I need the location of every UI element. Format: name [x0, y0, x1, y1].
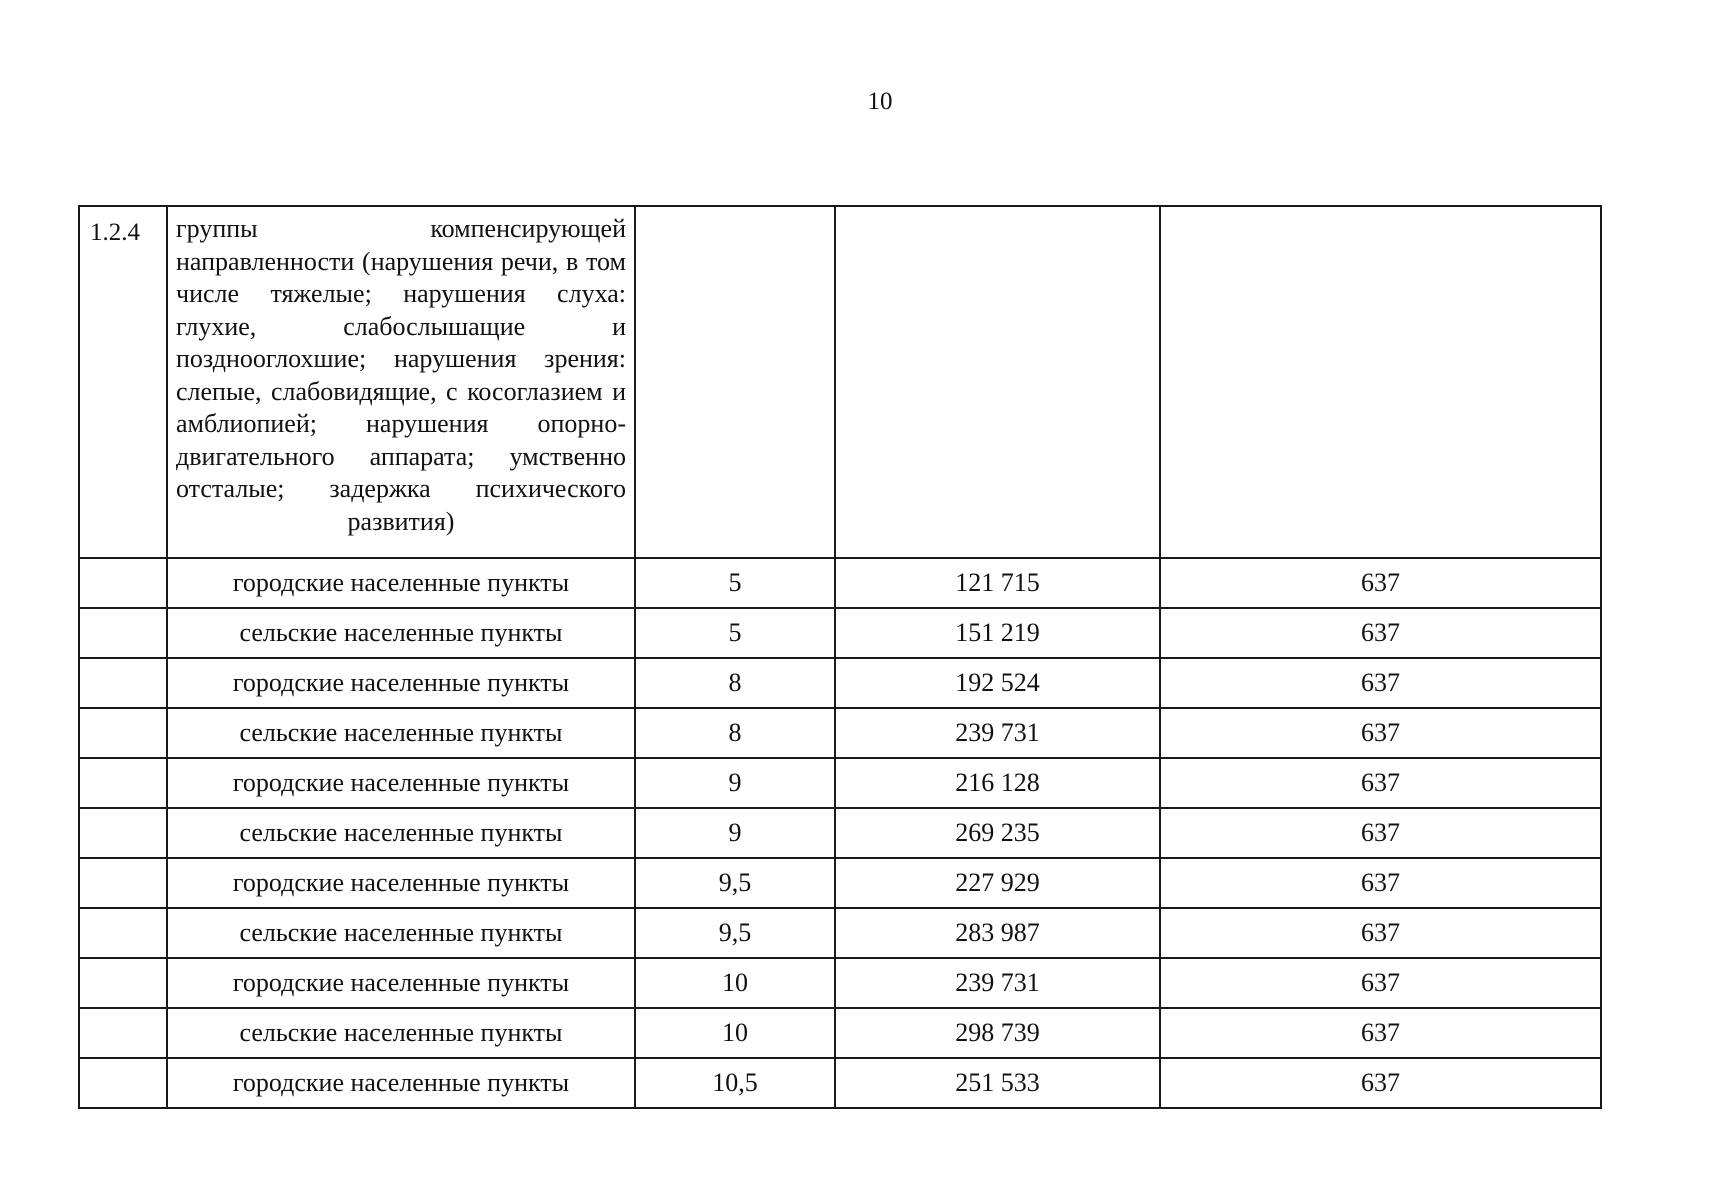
row-amount: 283 987	[835, 908, 1160, 958]
table-row	[79, 758, 1601, 808]
row-hours: 10	[635, 1008, 835, 1058]
row-code	[79, 908, 167, 958]
row-code	[79, 558, 167, 608]
row-code	[79, 658, 167, 708]
row-code	[79, 1058, 167, 1108]
row-name: сельские населенные пункты	[167, 708, 635, 758]
row-value: 637	[1160, 908, 1601, 958]
row-value: 637	[1160, 758, 1601, 808]
row-value: 637	[1160, 658, 1601, 708]
row-name: городские населенные пункты	[167, 658, 635, 708]
row-hours: 5	[635, 558, 835, 608]
row-hours: 9	[635, 758, 835, 808]
row-code	[79, 1008, 167, 1058]
section-code: 1.2.4	[79, 206, 167, 558]
section-row	[79, 206, 1601, 558]
row-name: сельские населенные пункты	[167, 908, 635, 958]
row-name: городские населенные пункты	[167, 1058, 635, 1108]
row-amount: 151 219	[835, 608, 1160, 658]
row-hours: 9	[635, 808, 835, 858]
row-hours: 5	[635, 608, 835, 658]
row-amount: 216 128	[835, 758, 1160, 808]
row-name: городские населенные пункты	[167, 858, 635, 908]
row-name: сельские населенные пункты	[167, 1008, 635, 1058]
row-hours: 9,5	[635, 908, 835, 958]
section-col5	[1160, 206, 1601, 558]
row-name: сельские населенные пункты	[167, 808, 635, 858]
row-amount: 251 533	[835, 1058, 1160, 1108]
row-hours: 8	[635, 658, 835, 708]
row-hours: 8	[635, 708, 835, 758]
row-name: городские населенные пункты	[167, 958, 635, 1008]
table-row	[79, 908, 1601, 958]
section-col4	[835, 206, 1160, 558]
row-code	[79, 608, 167, 658]
row-value: 637	[1160, 608, 1601, 658]
row-amount: 298 739	[835, 1008, 1160, 1058]
row-value: 637	[1160, 858, 1601, 908]
row-amount: 239 731	[835, 958, 1160, 1008]
row-code	[79, 858, 167, 908]
row-amount: 192 524	[835, 658, 1160, 708]
table-row	[79, 958, 1601, 1008]
row-value: 637	[1160, 708, 1601, 758]
row-hours: 10,5	[635, 1058, 835, 1108]
row-hours: 9,5	[635, 858, 835, 908]
row-value: 637	[1160, 1058, 1601, 1108]
row-amount: 227 929	[835, 858, 1160, 908]
row-amount: 121 715	[835, 558, 1160, 608]
row-value: 637	[1160, 808, 1601, 858]
row-code	[79, 758, 167, 808]
row-code	[79, 708, 167, 758]
row-amount: 269 235	[835, 808, 1160, 858]
table-row	[79, 808, 1601, 858]
row-value: 637	[1160, 1008, 1601, 1058]
tariff-table	[78, 205, 1602, 1109]
table-row	[79, 1058, 1601, 1108]
row-hours: 10	[635, 958, 835, 1008]
row-name: городские населенные пункты	[167, 758, 635, 808]
row-value: 637	[1160, 558, 1601, 608]
section-description	[167, 206, 635, 558]
table-row	[79, 1008, 1601, 1058]
table-row	[79, 608, 1601, 658]
table-row	[79, 858, 1601, 908]
table-row	[79, 708, 1601, 758]
row-name: сельские населенные пункты	[167, 608, 635, 658]
row-amount: 239 731	[835, 708, 1160, 758]
row-value: 637	[1160, 958, 1601, 1008]
table-row	[79, 658, 1601, 708]
section-description-text: группы компенсирующей направленности (нарушения речи, в том числе тяжелые; нарушения слуха: глухие, слабослышащие и позднооглохшие; нарушения зрения: слепые, слабовидящие, с косоглазием и амблиопией; нарушения опорно-двигательного аппарата; умственно отсталые; задержка психического развития)	[176, 214, 626, 536]
row-code	[79, 808, 167, 858]
table-row	[79, 558, 1601, 608]
row-code	[79, 958, 167, 1008]
table-body	[79, 206, 1601, 1108]
page-number: 10	[867, 88, 893, 115]
row-name: городские населенные пункты	[167, 558, 635, 608]
section-col3	[635, 206, 835, 558]
